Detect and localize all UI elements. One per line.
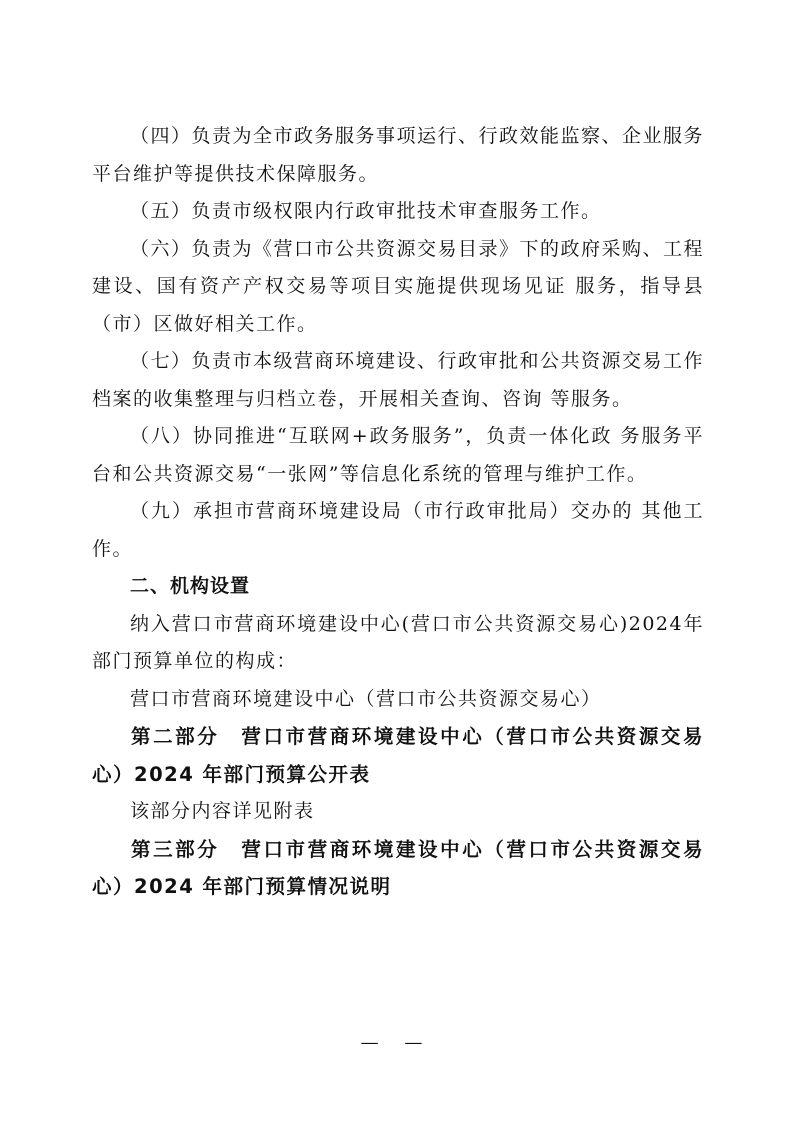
paragraph-4: （四）负责为全市政务服务事项运行、行政效能监察、企业服务平台维护等提供技术保障服务。: [92, 125, 705, 185]
document-body: [92, 118, 704, 906]
paragraph-9: （九）承担市营商环境建设局（市行政审批局）交办的 其他工作。: [92, 500, 704, 560]
page-number: — —: [360, 1032, 433, 1053]
part-two-heading: 第二部分 营口市营商环境建设中心（营口市公共资源交易心）2024 年部门预算公开表: [92, 725, 704, 786]
part-two-note: 该部分内容详见附表: [130, 800, 315, 822]
section-paragraph-units: 纳入营口市营商环境建设中心(营口市公共资源交易心)2024年部门预算单位的构成：: [92, 612, 704, 672]
paragraph-8: （八）协同推进“互联网+政务服务”，负责一体化政 务服务平台和公共资源交易“一张网”等信息化系统的管理与维护工作。: [92, 425, 704, 485]
paragraph-6: （六）负责为《营口市公共资源交易目录》下的政府采购、工程建设、国有资产产权交易等项目实施提供现场见证 服务，指导县（市）区做好相关工作。: [92, 237, 705, 335]
section-paragraph-unit-name: 营口市营商环境建设中心（营口市公共资源交易心）: [130, 687, 602, 710]
section-heading-institution: 二、机构设置: [130, 575, 251, 597]
part-three-heading: 第三部分 营口市营商环境建设中心（营口市公共资源交易心）2024 年部门预算情况说明: [92, 837, 704, 898]
paragraph-5: （五）负责市级权限内行政审批技术审查服务工作。: [130, 200, 602, 222]
paragraph-7: （七）负责市本级营商环境建设、行政审批和公共资源交易工作档案的收集整理与归档立卷，开展相关查询、咨询 等服务。: [92, 350, 705, 410]
